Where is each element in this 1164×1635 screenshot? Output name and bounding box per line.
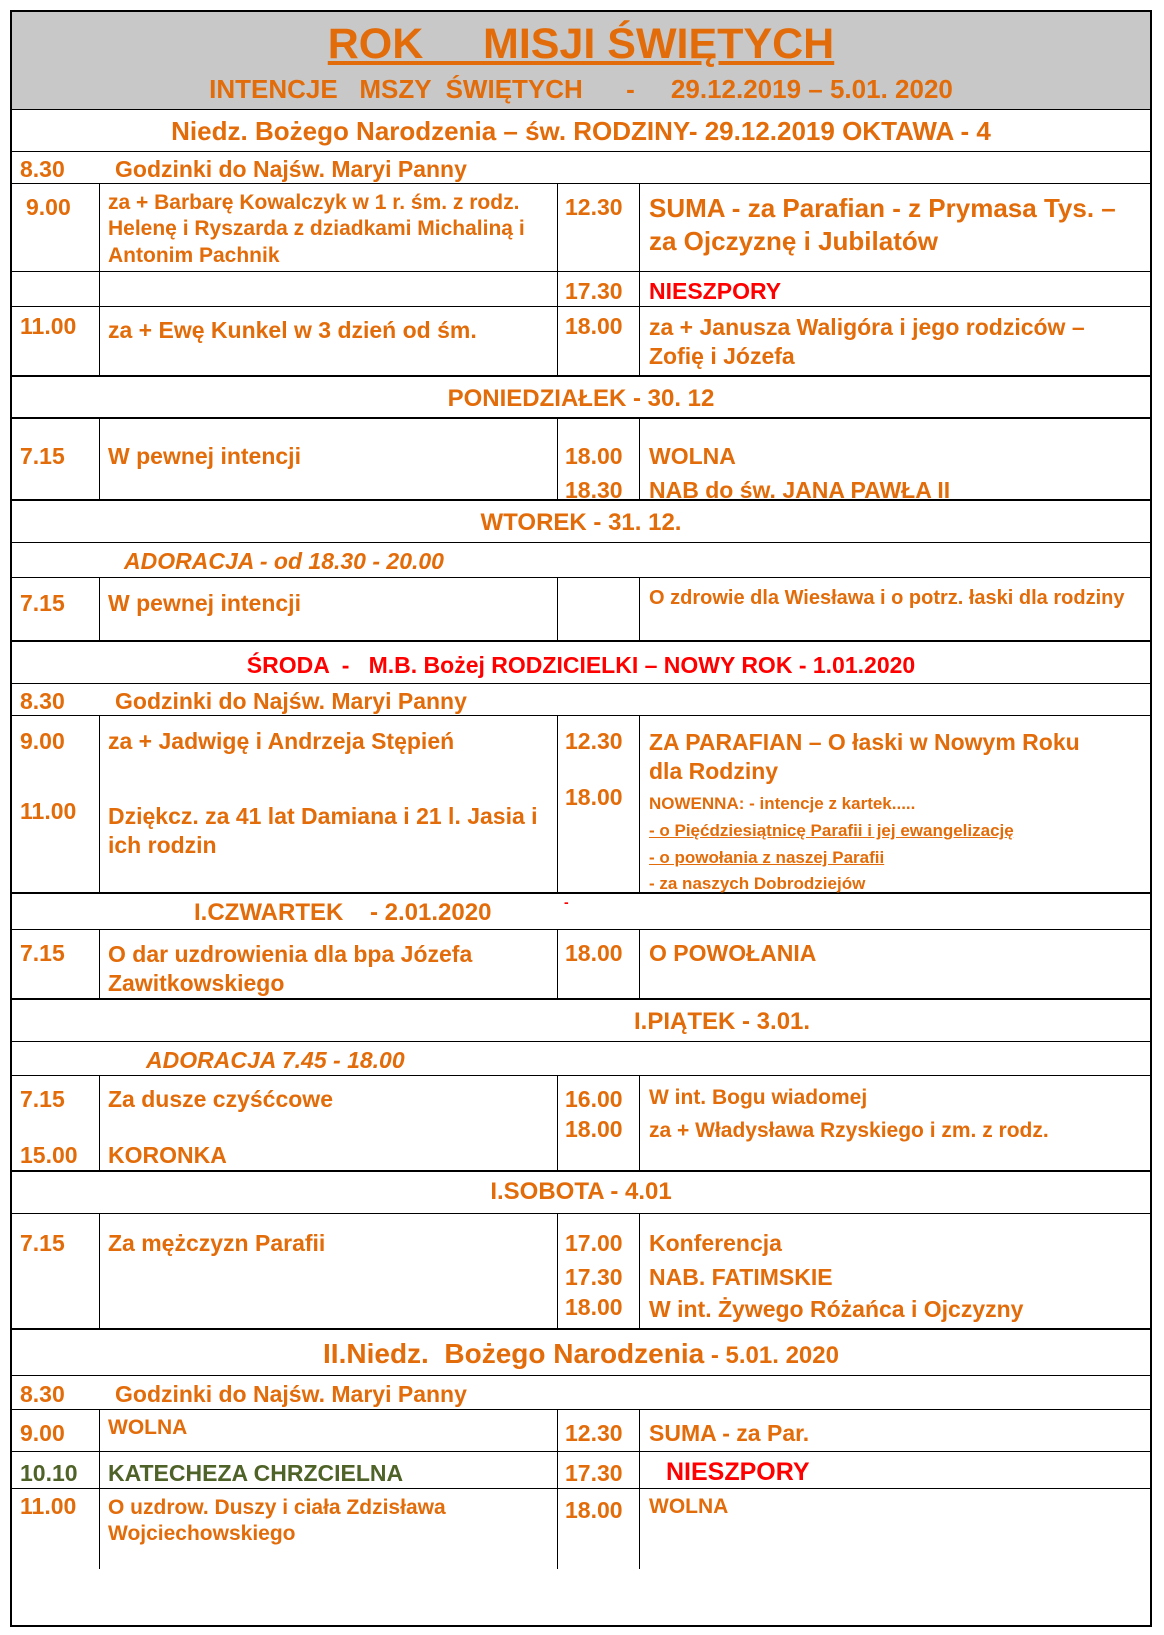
intention-text: za + Jadwigę i Andrzeja Stępień bbox=[108, 728, 455, 754]
sunday2-title-row bbox=[12, 1330, 1150, 1376]
time: 8.30 bbox=[20, 1381, 65, 1407]
sunday1-row-nieszpory bbox=[12, 272, 1150, 307]
wednesday-row-godzinki bbox=[12, 684, 1150, 716]
time: 7.15 bbox=[20, 940, 65, 966]
friday-title: I.PIĄTEK - 3.01. bbox=[634, 1008, 811, 1035]
friday-row bbox=[12, 1076, 1150, 1172]
monday-title: PONIEDZIAŁEK - 30. 12 bbox=[447, 385, 715, 412]
sunday2-title bbox=[12, 1338, 1150, 1370]
time: 12.30 bbox=[565, 728, 623, 754]
service-text: Godzinki do Najśw. Maryi Panny bbox=[115, 1381, 467, 1407]
sunday2-row-9 bbox=[12, 1410, 1150, 1452]
intention-text: za + Janusza Waligóra i jego rodziców – Zofię i Józefa bbox=[649, 314, 1085, 369]
saturday-title-row bbox=[12, 1172, 1150, 1214]
intention-text: W pewnej intencji bbox=[108, 443, 301, 469]
intention-text: za + Władysława Rzyskiego i zm. z rodz. bbox=[649, 1119, 1049, 1142]
tuesday-adoration-row bbox=[12, 543, 1150, 578]
intention-text: NAB. FATIMSKIE bbox=[649, 1264, 833, 1290]
novena-item: - o powołania z naszej Parafii bbox=[649, 848, 885, 867]
time: 18.00 bbox=[565, 443, 623, 469]
sunday1-row-11 bbox=[12, 307, 1150, 377]
intention-text: O dar uzdrowienia dla bpa Józefa Zawitkowskiego bbox=[108, 941, 473, 996]
service-text: Godzinki do Najśw. Maryi Panny bbox=[115, 156, 467, 182]
tuesday-row bbox=[12, 578, 1150, 642]
time: 7.15 bbox=[20, 443, 65, 469]
friday-adoration-row bbox=[12, 1042, 1150, 1076]
time: 9.00 bbox=[20, 1420, 65, 1446]
time: 11.00 bbox=[20, 798, 77, 824]
intention-text: za + Barbarę Kowalczyk w 1 r. śm. z rodz. Helenę i Ryszarda z dziadkami Michaliną i Antonim Pachnik bbox=[108, 191, 525, 267]
time: 12.30 bbox=[565, 194, 623, 220]
novena-item: - za naszych Dobrodziejów bbox=[649, 874, 866, 893]
time: 18.30 bbox=[565, 477, 623, 503]
time: 18.00 bbox=[565, 1497, 623, 1523]
intention-text: ZA PARAFIAN – O łaski w Nowym Roku dla Rodziny bbox=[649, 729, 1080, 784]
adoration-text: ADORACJA - od 18.30 - 20.00 bbox=[124, 548, 444, 574]
time: 17.00 bbox=[565, 1230, 623, 1256]
header-title: ROK MISJI ŚWIĘTYCH bbox=[327, 20, 835, 68]
saturday-title: I.SOBOTA - 4.01 bbox=[490, 1178, 672, 1205]
intention-text: Dziękcz. za 41 lat Damiana i 21 l. Jasia i ich rodzin bbox=[108, 803, 538, 858]
header-subtitle: INTENCJE MSZY ŚWIĘTYCH - 29.12.2019 – 5.01. 2020 bbox=[209, 74, 953, 104]
time: 17.30 bbox=[565, 1460, 623, 1486]
intention-text: WOLNA bbox=[649, 443, 736, 469]
wednesday-title: ŚRODA - M.B. Bożej RODZICIELKI – NOWY ROK - 1.01.2020 bbox=[246, 652, 916, 678]
time: 15.00 bbox=[20, 1142, 78, 1168]
sunday2-row-godzinki bbox=[12, 1376, 1150, 1410]
wednesday-row-main bbox=[12, 716, 1150, 894]
intention-text: WOLNA bbox=[649, 1495, 729, 1518]
time: 8.30 bbox=[20, 688, 65, 714]
thursday-dash: - bbox=[564, 894, 569, 910]
tuesday-title-row bbox=[12, 501, 1150, 543]
thursday-row bbox=[12, 930, 1150, 1000]
time: 17.30 bbox=[565, 1264, 623, 1290]
intention-text: Konferencja bbox=[649, 1230, 782, 1256]
time: 18.00 bbox=[565, 1116, 623, 1142]
time: 11.00 bbox=[20, 1493, 77, 1519]
sunday2-row-katecheza bbox=[12, 1452, 1150, 1489]
intention-text: O uzdrow. Duszy i ciała Zdzisława Wojciechowskiego bbox=[108, 1496, 446, 1546]
service-text: Godzinki do Najśw. Maryi Panny bbox=[115, 688, 467, 714]
intention-text: W pewnej intencji bbox=[108, 590, 301, 616]
intention-text: SUMA - za Par. bbox=[649, 1420, 810, 1446]
time: 7.15 bbox=[20, 1230, 65, 1256]
time: 9.00 bbox=[26, 194, 71, 220]
wednesday-title-row bbox=[12, 642, 1150, 684]
sunday1-row-9 bbox=[12, 184, 1150, 272]
sunday2-row-11 bbox=[12, 1489, 1150, 1627]
mass-intentions-sheet bbox=[10, 10, 1152, 1627]
intention-text: WOLNA bbox=[108, 1416, 188, 1439]
intention-text: Za mężczyzn Parafii bbox=[108, 1230, 326, 1256]
time: 18.00 bbox=[565, 1294, 623, 1320]
intention-text: KORONKA bbox=[108, 1142, 227, 1168]
intention-text: za + Ewę Kunkel w 3 dzień od śm. bbox=[108, 317, 477, 343]
time: 11.00 bbox=[20, 313, 77, 339]
time: 7.15 bbox=[20, 590, 65, 616]
vespers-text: NIESZPORY bbox=[666, 1458, 810, 1486]
thursday-title-row bbox=[12, 894, 1150, 930]
monday-row bbox=[12, 419, 1150, 501]
time: 12.30 bbox=[565, 1420, 623, 1446]
monday-title-row bbox=[12, 377, 1150, 419]
intention-text: Za dusze czyśćcowe bbox=[108, 1086, 333, 1112]
sunday2-title-main: II.Niedz. Bożego Narodzenia bbox=[323, 1338, 705, 1369]
saturday-row bbox=[12, 1214, 1150, 1330]
time: 18.00 bbox=[565, 940, 623, 966]
intention-text: W int. Żywego Różańca i Ojczyzny bbox=[649, 1296, 1024, 1322]
sunday1-title-row bbox=[12, 110, 1150, 152]
intention-text: SUMA - za Parafian - z Prymasa Tys. – za Ojczyznę i Jubilatów bbox=[649, 193, 1116, 256]
time: 8.30 bbox=[20, 156, 65, 182]
time: 18.00 bbox=[565, 313, 623, 339]
intention-text: O zdrowie dla Wiesława i o potrz. łaski dla rodziny bbox=[649, 587, 1125, 609]
intention-text: O POWOŁANIA bbox=[649, 940, 817, 966]
time: 17.30 bbox=[565, 278, 623, 304]
sunday1-title: Niedz. Bożego Narodzenia – św. RODZINY- 29.12.2019 OKTAWA - 4 bbox=[171, 116, 991, 146]
novena-item: - o Pięćdziesiątnicę Parafii i jej ewangelizację bbox=[649, 821, 1014, 840]
vespers-text: NIESZPORY bbox=[649, 278, 782, 304]
time: 10.10 bbox=[20, 1460, 78, 1486]
novena-text: NOWENNA: - intencje z kartek..... bbox=[649, 794, 916, 813]
thursday-title: I.CZWARTEK - 2.01.2020 bbox=[194, 899, 492, 926]
sunday1-row-godzinki bbox=[12, 152, 1150, 184]
adoration-text: ADORACJA 7.45 - 18.00 bbox=[146, 1047, 405, 1073]
time: 9.00 bbox=[20, 728, 65, 754]
friday-title-row bbox=[12, 1000, 1150, 1042]
tuesday-title: WTOREK - 31. 12. bbox=[480, 509, 682, 536]
sunday2-title-date: - 5.01. 2020 bbox=[704, 1342, 839, 1369]
time: 7.15 bbox=[20, 1086, 65, 1112]
time: 18.00 bbox=[565, 784, 623, 810]
catechesis-text: KATECHEZA CHRZCIELNA bbox=[108, 1460, 404, 1486]
sheet-header bbox=[12, 12, 1150, 110]
intention-text: NAB do św. JANA PAWŁA II bbox=[649, 477, 951, 503]
time: 16.00 bbox=[565, 1086, 623, 1112]
intention-text: W int. Bogu wiadomej bbox=[649, 1086, 868, 1109]
